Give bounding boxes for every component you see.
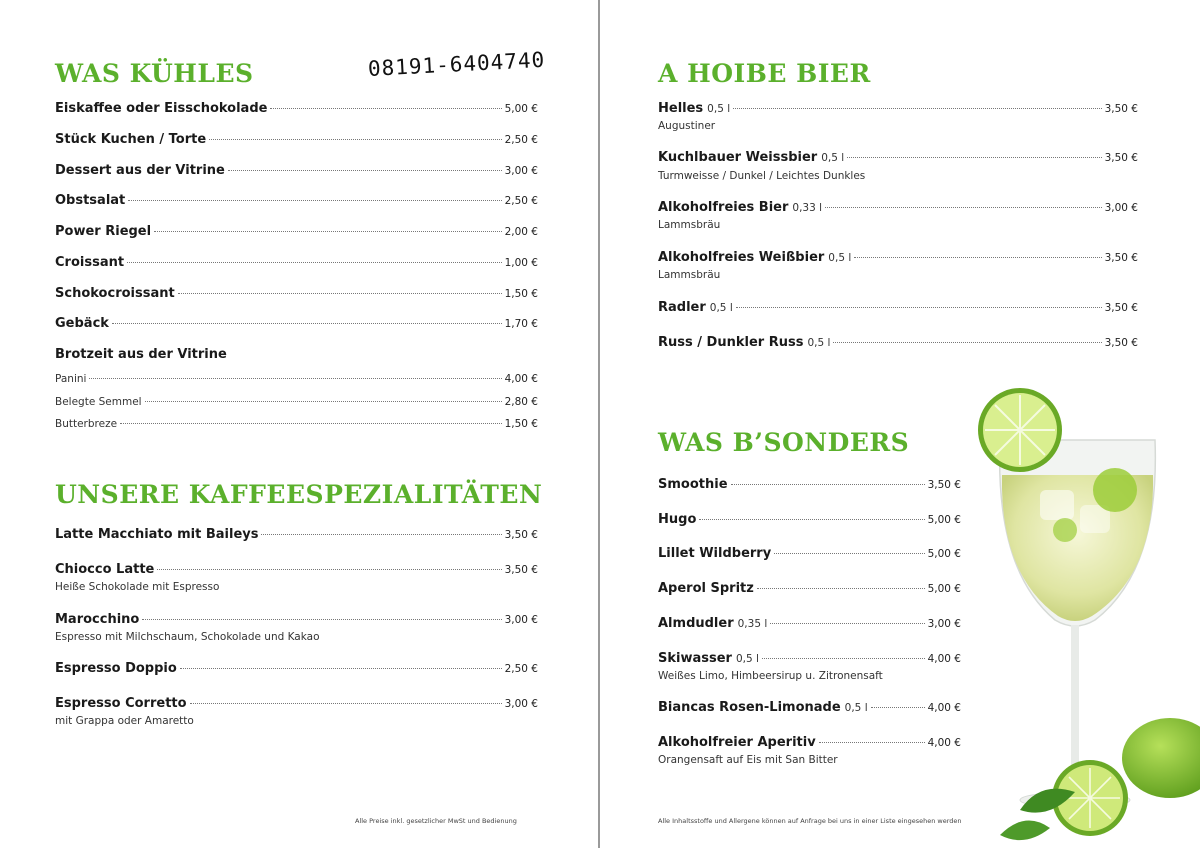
item-price: 2,00 € bbox=[504, 226, 538, 238]
item-description: Espresso mit Milchschaum, Schokolade und Kakao bbox=[55, 631, 320, 643]
item-description: Weißes Limo, Himbeersirup u. Zitronensaft bbox=[658, 670, 883, 682]
leader-dots bbox=[819, 742, 925, 743]
menu-item bbox=[55, 527, 538, 542]
item-name: Russ / Dunkler Russ bbox=[658, 335, 804, 350]
leader-dots bbox=[157, 569, 501, 570]
cocktail-illustration bbox=[970, 380, 1200, 848]
item-price: 3,50 € bbox=[1104, 103, 1138, 115]
menu-item bbox=[658, 651, 961, 666]
leader-dots bbox=[854, 257, 1101, 258]
leader-dots bbox=[762, 658, 925, 659]
item-price: 5,00 € bbox=[504, 103, 538, 115]
leader-dots bbox=[228, 170, 502, 171]
menu-item bbox=[55, 612, 538, 627]
item-name: Smoothie bbox=[658, 477, 728, 492]
item-name: Aperol Spritz bbox=[658, 581, 754, 596]
item-name: Croissant bbox=[55, 255, 125, 270]
item-name: Schokocroissant bbox=[55, 286, 175, 301]
item-name: Panini bbox=[55, 373, 87, 385]
menu-item bbox=[55, 696, 538, 711]
leader-dots bbox=[825, 207, 1102, 208]
menu-item bbox=[55, 286, 538, 301]
item-name: Dessert aus der Vitrine bbox=[55, 163, 225, 178]
item-price: 3,50 € bbox=[1104, 252, 1138, 264]
menu-item bbox=[55, 163, 538, 178]
item-volume: 0,5 l bbox=[828, 252, 852, 264]
item-name: Skiwasser bbox=[658, 651, 732, 666]
leader-dots bbox=[731, 484, 925, 485]
item-volume: 0,5 l bbox=[707, 103, 731, 115]
allergen-footnote: Alle Inhaltsstoffe und Allergene können auf Anfrage bei uns in einer Liste eingesehen werden bbox=[658, 817, 962, 825]
section-title-kaffee: UNSERE KAFFEESPEZIALITÄTEN bbox=[55, 480, 543, 509]
item-price: 3,50 € bbox=[504, 564, 538, 576]
item-description: Heiße Schokolade mit Espresso bbox=[55, 581, 220, 593]
menu-sub-item bbox=[55, 396, 538, 408]
item-price: 2,80 € bbox=[504, 396, 538, 408]
group-name: Brotzeit aus der Vitrine bbox=[55, 347, 227, 362]
leader-dots bbox=[757, 588, 925, 589]
menu-item bbox=[658, 735, 961, 750]
menu-item bbox=[55, 193, 538, 208]
leader-dots bbox=[127, 262, 502, 263]
item-price: 3,00 € bbox=[1104, 202, 1138, 214]
menu-item bbox=[55, 255, 538, 270]
section-title-bier: A HOIBE BIER bbox=[658, 59, 871, 88]
leader-dots bbox=[261, 534, 501, 535]
leader-dots bbox=[774, 553, 924, 554]
leader-dots bbox=[190, 703, 502, 704]
item-name: Alkoholfreies Bier bbox=[658, 200, 789, 215]
item-price: 3,00 € bbox=[504, 614, 538, 626]
item-name: Biancas Rosen-Limonade bbox=[658, 700, 841, 715]
leader-dots bbox=[270, 108, 501, 109]
menu-item bbox=[658, 300, 1138, 315]
item-volume: 0,5 l bbox=[709, 302, 733, 314]
item-name: Power Riegel bbox=[55, 224, 152, 239]
section-title-bsonders: WAS B’SONDERS bbox=[658, 428, 910, 457]
item-price: 4,00 € bbox=[927, 653, 961, 665]
item-price: 3,00 € bbox=[504, 165, 538, 177]
item-name: Kuchlbauer Weissbier bbox=[658, 150, 818, 165]
menu-item bbox=[658, 616, 961, 631]
menu-item bbox=[658, 335, 1138, 350]
item-price: 5,00 € bbox=[927, 514, 961, 526]
item-price: 3,50 € bbox=[504, 529, 538, 541]
item-description: Lammsbräu bbox=[658, 269, 721, 281]
menu-item bbox=[658, 101, 1138, 116]
menu-item bbox=[658, 512, 961, 527]
menu-item bbox=[658, 581, 961, 596]
item-name: Lillet Wildberry bbox=[658, 546, 772, 561]
leader-dots bbox=[833, 342, 1101, 343]
item-volume: 0,35 l bbox=[737, 618, 768, 630]
leader-dots bbox=[128, 200, 501, 201]
leader-dots bbox=[847, 157, 1101, 158]
leader-dots bbox=[178, 293, 502, 294]
item-price: 2,50 € bbox=[504, 134, 538, 146]
menu-item bbox=[55, 316, 538, 331]
menu-sub-item bbox=[55, 418, 538, 430]
item-price: 3,50 € bbox=[1104, 337, 1138, 349]
item-name: Gebäck bbox=[55, 316, 109, 331]
leader-dots bbox=[180, 668, 502, 669]
price-footnote: Alle Preise inkl. gesetzlicher MwSt und Bedienung bbox=[355, 817, 517, 825]
leader-dots bbox=[209, 139, 501, 140]
leader-dots bbox=[154, 231, 502, 232]
item-price: 3,00 € bbox=[504, 698, 538, 710]
item-price: 2,50 € bbox=[504, 663, 538, 675]
item-description: Turmweisse / Dunkel / Leichtes Dunkles bbox=[658, 170, 866, 182]
menu-item bbox=[55, 224, 538, 239]
menu-item bbox=[658, 477, 961, 492]
section-title-was-kuehles: WAS KÜHLES bbox=[55, 59, 254, 88]
item-price: 3,50 € bbox=[1104, 152, 1138, 164]
item-price: 5,00 € bbox=[927, 548, 961, 560]
item-volume: 0,5 l bbox=[821, 152, 845, 164]
leader-dots bbox=[770, 623, 924, 624]
menu-item bbox=[55, 132, 538, 147]
item-name: Alkoholfreier Aperitiv bbox=[658, 735, 816, 750]
item-price: 4,00 € bbox=[927, 702, 961, 714]
item-price: 3,50 € bbox=[927, 479, 961, 491]
item-price: 4,00 € bbox=[927, 737, 961, 749]
phone-number: 08191-6404740 bbox=[367, 47, 546, 81]
item-name: Stück Kuchen / Torte bbox=[55, 132, 207, 147]
item-price: 2,50 € bbox=[504, 195, 538, 207]
leader-dots bbox=[733, 108, 1101, 109]
item-description: Lammsbräu bbox=[658, 219, 721, 231]
menu-item bbox=[55, 101, 538, 116]
item-description: Orangensaft auf Eis mit San Bitter bbox=[658, 754, 838, 766]
item-price: 1,50 € bbox=[504, 418, 538, 430]
item-price: 1,50 € bbox=[504, 288, 538, 300]
menu-sub-item bbox=[55, 373, 538, 385]
leader-dots bbox=[89, 378, 501, 379]
item-price: 1,70 € bbox=[504, 318, 538, 330]
item-volume: 0,5 l bbox=[844, 702, 868, 714]
item-name: Hugo bbox=[658, 512, 697, 527]
item-name: Espresso Doppio bbox=[55, 661, 177, 676]
item-volume: 0,5 l bbox=[735, 653, 759, 665]
item-name: Radler bbox=[658, 300, 706, 315]
leader-dots bbox=[699, 519, 924, 520]
item-name: Marocchino bbox=[55, 612, 140, 627]
item-volume: 0,5 l bbox=[807, 337, 831, 349]
menu-item bbox=[658, 546, 961, 561]
item-price: 4,00 € bbox=[504, 373, 538, 385]
item-name: Chiocco Latte bbox=[55, 562, 155, 577]
menu-item bbox=[658, 150, 1138, 165]
item-name: Espresso Corretto bbox=[55, 696, 187, 711]
item-name: Belegte Semmel bbox=[55, 396, 142, 408]
item-description: Augustiner bbox=[658, 120, 716, 132]
item-name: Butterbreze bbox=[55, 418, 118, 430]
item-description: mit Grappa oder Amaretto bbox=[55, 715, 194, 727]
leader-dots bbox=[142, 619, 501, 620]
menu-item bbox=[55, 562, 538, 577]
menu-item bbox=[658, 700, 961, 715]
leader-dots bbox=[871, 707, 925, 708]
item-name: Eiskaffee oder Eisschokolade bbox=[55, 101, 268, 116]
item-price: 3,00 € bbox=[927, 618, 961, 630]
item-price: 3,50 € bbox=[1104, 302, 1138, 314]
menu-item bbox=[658, 250, 1138, 265]
leader-dots bbox=[112, 323, 502, 324]
leader-dots bbox=[736, 307, 1102, 308]
item-name: Latte Macchiato mit Baileys bbox=[55, 527, 259, 542]
left-page bbox=[0, 0, 599, 848]
leader-dots bbox=[120, 423, 502, 424]
menu-item bbox=[55, 661, 538, 676]
item-name: Almdudler bbox=[658, 616, 734, 631]
menu-item bbox=[658, 200, 1138, 215]
leader-dots bbox=[145, 401, 502, 402]
item-name: Helles bbox=[658, 101, 704, 116]
item-name: Alkoholfreies Weißbier bbox=[658, 250, 825, 265]
item-price: 5,00 € bbox=[927, 583, 961, 595]
menu-group-heading bbox=[55, 347, 227, 362]
item-volume: 0,33 l bbox=[792, 202, 823, 214]
item-name: Obstsalat bbox=[55, 193, 126, 208]
item-price: 1,00 € bbox=[504, 257, 538, 269]
